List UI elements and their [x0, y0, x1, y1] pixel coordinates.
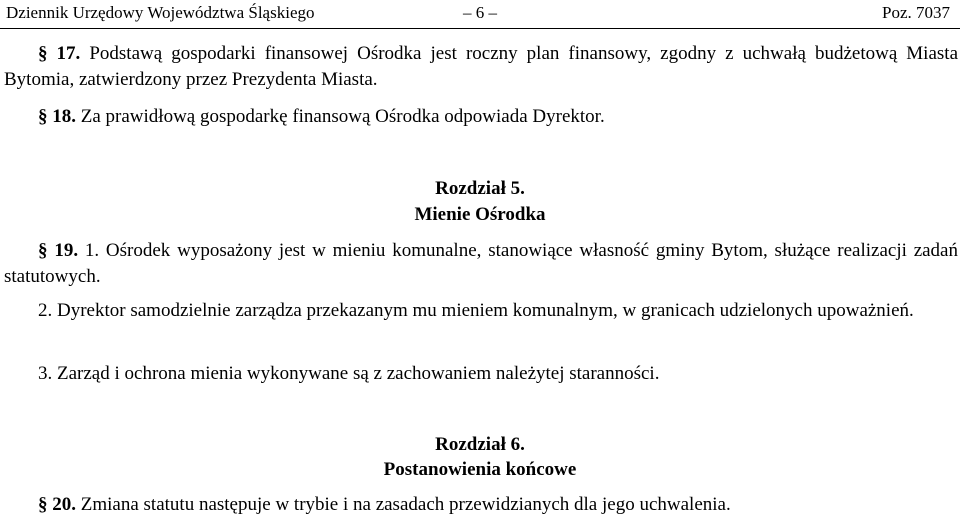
paragraph-text: Podstawą gospodarki finansowej Ośrodka jest roczny plan finansowy, zgodny z uchwałą budżetową Miasta Bytomia, zatwierdzony przez Prezydenta Miasta.: [4, 43, 959, 90]
section-symbol: §: [38, 43, 48, 64]
section-symbol: §: [38, 240, 48, 261]
section-number: 17.: [56, 43, 81, 64]
chapter-6-title: Rozdział 6.: [435, 434, 525, 455]
paragraph-19-item-3: [4, 361, 958, 387]
paragraph-text: 1. Ośrodek wyposażony jest w mieniu komunalne, stanowiące własność gminy Bytom, służące realizacji zadań statutowych.: [4, 240, 958, 287]
page-header: [0, 0, 960, 29]
paragraph-text: 2. Dyrektor samodzielnie zarządza przekazanym mu mieniem komunalnym, w granicach udzielonych upoważnień.: [38, 300, 914, 321]
paragraph-text: Zmiana statutu następuje w trybie i na zasadach przewidzianych dla jego uchwalenia.: [76, 494, 731, 515]
section-symbol: §: [38, 494, 48, 515]
paragraph-17: [4, 41, 958, 93]
section-number: 19.: [54, 240, 79, 261]
chapter-5-subtitle: Mienie Ośrodka: [414, 204, 546, 225]
position-number: Poz. 7037: [882, 3, 950, 22]
paragraph-text: Za prawidłową gospodarkę finansową Ośrodka odpowiada Dyrektor.: [76, 106, 605, 127]
section-number: 20.: [52, 494, 76, 515]
paragraph-20: [4, 492, 958, 518]
section-number: 18.: [52, 106, 76, 127]
chapter-6-subtitle: Postanowienia końcowe: [383, 459, 577, 480]
paragraph-19: [4, 238, 958, 290]
paragraph-18: [4, 104, 958, 130]
section-symbol: §: [38, 106, 48, 127]
paragraph-19-item-2: [4, 298, 958, 324]
paragraph-text: 3. Zarząd i ochrona mienia wykonywane są z zachowaniem należytej staranności.: [38, 363, 660, 384]
journal-title: Dziennik Urzędowy Województwa Śląskiego: [6, 3, 315, 22]
chapter-5-title: Rozdział 5.: [435, 178, 525, 199]
page-number: – 6 –: [463, 3, 497, 22]
